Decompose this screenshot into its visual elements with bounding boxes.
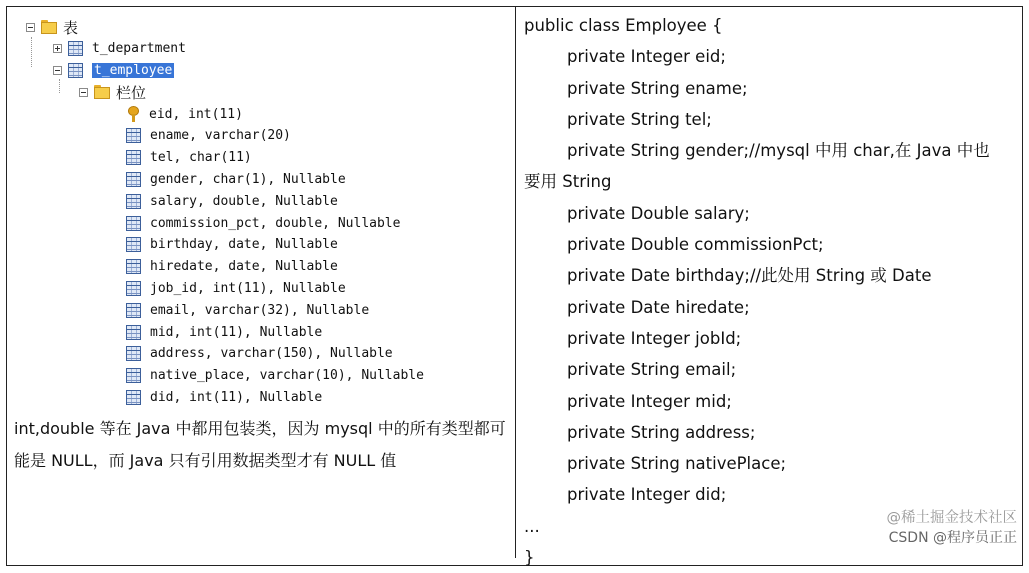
column-label: gender, char(1), Nullable [150, 171, 346, 187]
java-code-block [524, 10, 1024, 573]
table-icon [126, 259, 141, 274]
explanation-note: int,double 等在 Java 中都用包装类，因为 mysql 中的所有类型都可能是 NULL，而 Java 只有引用数据类型才有 NULL 值 [14, 419, 506, 470]
tree-root[interactable] [26, 17, 78, 37]
db-tree [0, 0, 515, 410]
tree-column-item[interactable] [126, 322, 322, 342]
tree-column-item[interactable] [126, 191, 338, 211]
tree-column-item[interactable] [126, 300, 369, 320]
column-label: tel, char(11) [150, 150, 252, 166]
table-name-selected: t_employee [94, 62, 173, 78]
folder-icon [41, 20, 57, 34]
code-line: private Date hiredate; [567, 297, 750, 317]
code-line: private String email; [567, 360, 737, 380]
collapse-toggle-icon[interactable] [79, 88, 88, 97]
tree-column-item[interactable] [126, 278, 346, 298]
watermark-juejin: @稀土掘金技术社区 [886, 510, 1017, 526]
table-icon [126, 346, 141, 361]
column-label: mid, int(11), Nullable [150, 324, 323, 340]
table-icon [68, 63, 83, 78]
code-line: private String nativePlace; [567, 454, 787, 474]
folder-icon [94, 85, 110, 99]
column-label: ename, varchar(20) [150, 128, 291, 144]
tree-column-item[interactable] [126, 213, 400, 233]
collapse-toggle-icon[interactable] [26, 23, 35, 32]
tree-table-t-employee[interactable] [53, 60, 174, 80]
table-icon [126, 390, 141, 405]
tree-table-t-department[interactable] [53, 38, 186, 58]
column-label: did, int(11), Nullable [150, 389, 323, 405]
column-label: job_id, int(11), Nullable [150, 280, 346, 296]
table-icon [126, 325, 141, 340]
code-line: private Integer did; [567, 485, 727, 505]
code-line: private Date birthday;//此处用 String 或 Date [567, 266, 932, 286]
tree-guide-line [59, 79, 60, 93]
code-line: ... [524, 516, 540, 536]
column-label: eid, int(11) [149, 106, 243, 122]
columns-folder-label: 栏位 [116, 83, 147, 102]
code-line: private Double salary; [567, 203, 750, 223]
tree-column-item[interactable] [126, 148, 252, 168]
column-label: address, varchar(150), Nullable [150, 346, 393, 362]
tree-column-item[interactable] [126, 169, 346, 189]
table-icon [126, 194, 141, 209]
code-line: private String address; [567, 422, 756, 442]
code-line: private String tel; [567, 109, 712, 129]
code-line: private Integer eid; [567, 47, 726, 67]
table-icon [126, 128, 141, 143]
column-label: hiredate, date, Nullable [150, 259, 338, 275]
tree-column-item[interactable] [126, 366, 424, 386]
column-label: native_place, varchar(10), Nullable [150, 368, 424, 384]
tree-column-item[interactable] [126, 235, 338, 255]
table-icon [126, 150, 141, 165]
code-line: private Integer mid; [567, 391, 732, 411]
code-line: } [524, 548, 535, 568]
table-icon [126, 237, 141, 252]
tree-column-item[interactable] [126, 387, 322, 407]
table-name: t_department [92, 40, 186, 56]
key-icon [126, 106, 140, 122]
table-icon [126, 303, 141, 318]
table-icon [126, 216, 141, 231]
tree-columns-folder[interactable] [79, 82, 146, 102]
code-line: private String gender;//mysql 中用 char,在 Java 中也 [567, 141, 990, 161]
code-line: private Double commissionPct; [567, 235, 824, 255]
watermark-csdn: CSDN @程序员正正 [888, 530, 1017, 546]
tree-column-item[interactable] [126, 126, 291, 146]
column-label: commission_pct, double, Nullable [150, 215, 401, 231]
column-label: email, varchar(32), Nullable [150, 302, 370, 318]
tree-column-item[interactable] [126, 104, 243, 124]
code-line: 要用 String [524, 172, 612, 192]
table-icon [126, 368, 141, 383]
code-line: private Integer jobId; [567, 328, 742, 348]
code-line: public class Employee { [524, 16, 723, 35]
table-icon [126, 172, 141, 187]
column-label: salary, double, Nullable [150, 193, 338, 209]
table-icon [126, 281, 141, 296]
table-icon [68, 41, 83, 56]
collapse-toggle-icon[interactable] [53, 66, 62, 75]
code-line: private String ename; [567, 78, 748, 98]
column-divider [515, 6, 516, 558]
tree-guide-line [31, 37, 32, 67]
column-label: birthday, date, Nullable [150, 237, 338, 253]
tree-column-item[interactable] [126, 257, 338, 277]
expand-toggle-icon[interactable] [53, 44, 62, 53]
tree-root-label: 表 [63, 18, 79, 37]
tree-column-item[interactable] [126, 344, 393, 364]
